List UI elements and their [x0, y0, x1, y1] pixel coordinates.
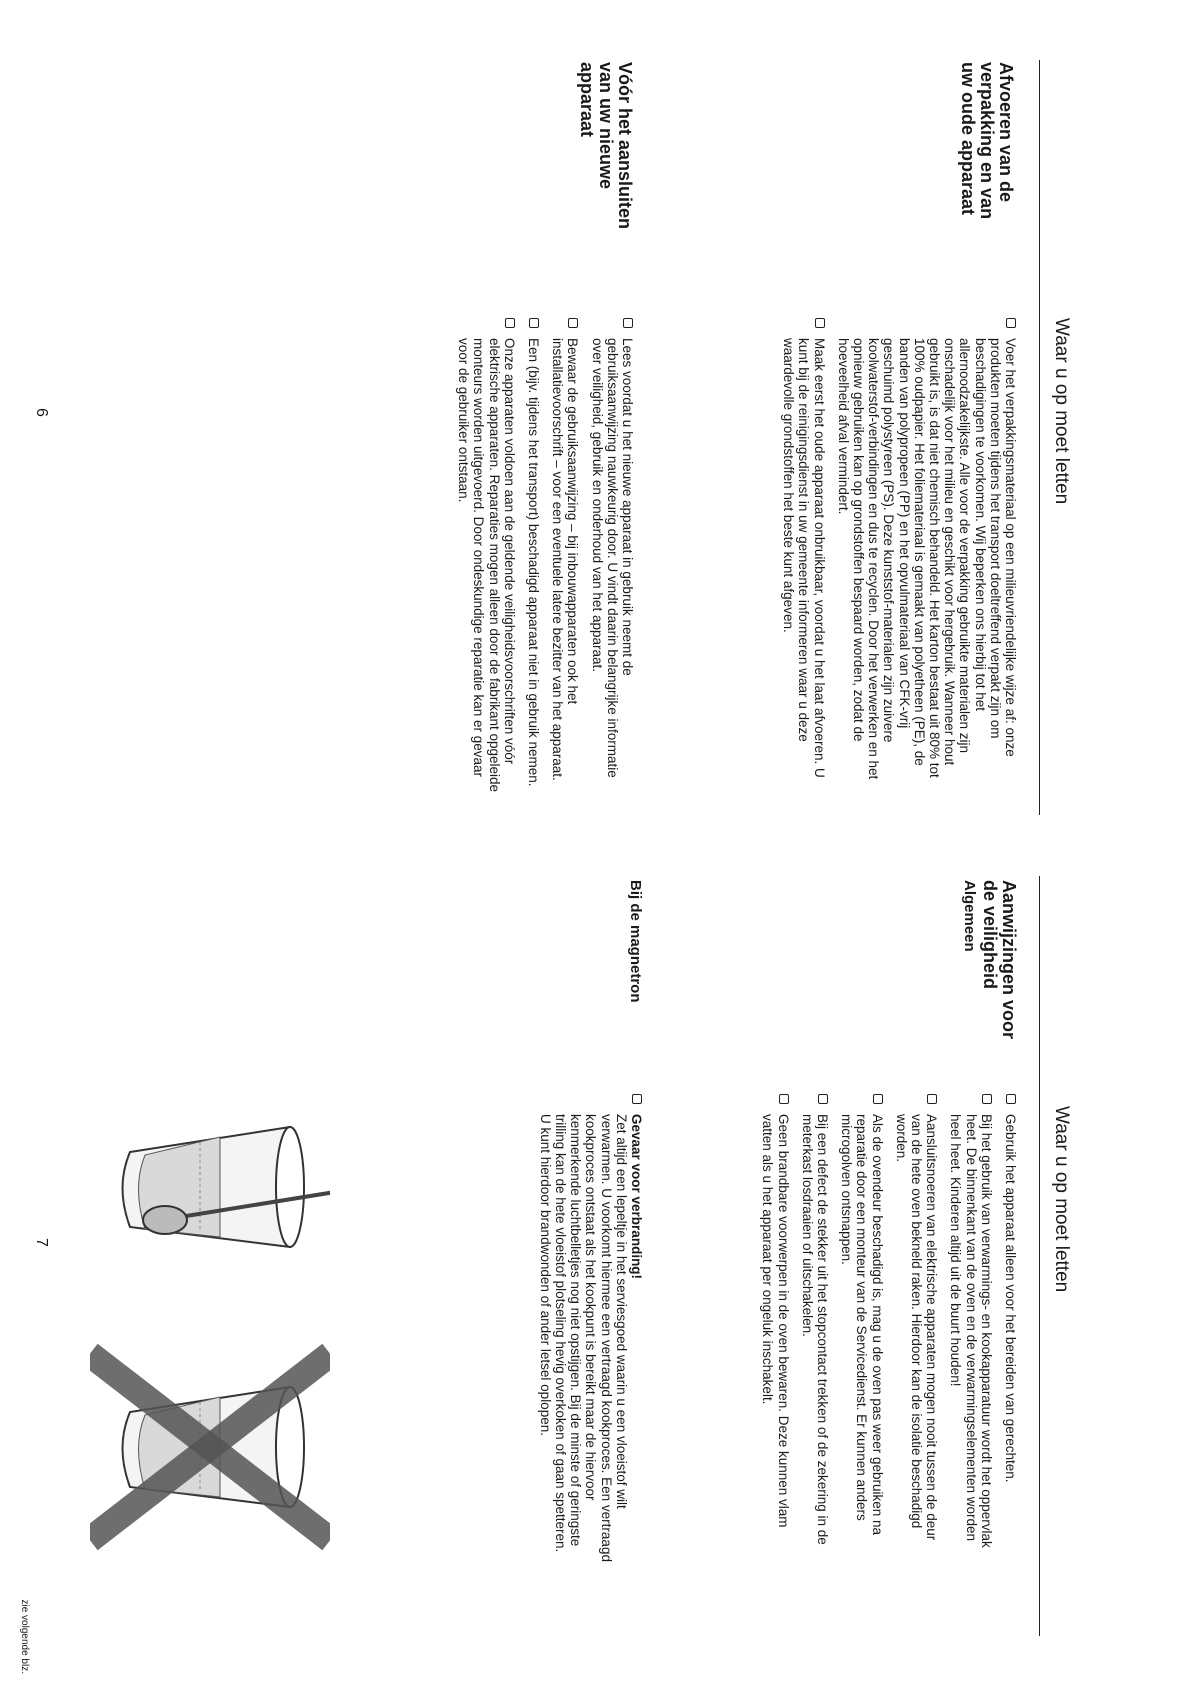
right-header-rule: [1039, 876, 1040, 1636]
warning-title: Gevaar voor verbranding!: [629, 1114, 644, 1280]
list-item: Gebruik het apparaat alleen voor het bereiden van gerechten.: [1003, 1094, 1018, 1564]
safety-list: [751, 1094, 1018, 1564]
checkbox-bullet-icon: [982, 1094, 992, 1104]
disposal-list: [772, 318, 1018, 793]
checkbox-bullet-icon: [818, 1094, 828, 1104]
checkbox-bullet-icon: [1006, 1094, 1016, 1104]
glass-without-spoon-crossed-icon: [100, 1362, 320, 1532]
list-item: Onze apparaten voldoen aan de geldende veiligheidsvoorschriften vóór elektrische apparaten. Reparaties mogen alleen door de fabrikant opgeleide monteurs worden uitgevoerd. Door ondeskundige reparatie kan er gevaar voor de gebruiker ontstaan.: [456, 318, 517, 793]
list-item: [538, 1094, 644, 1564]
checkbox-bullet-icon: [623, 318, 633, 328]
left-header-rule: [1039, 60, 1040, 815]
before-connecting-list: [447, 318, 635, 793]
spoon-in-glass-illustration: [90, 1097, 330, 1557]
right-page-header: Waar u op moet letten: [1051, 1106, 1072, 1293]
safety-heading: Aanwijzingen voor de veiligheid: [980, 880, 1019, 1040]
list-item: Geen brandbare voorwerpen in de oven bewaren. Deze kunnen vlam vatten als u het apparaat per ongeluk inschakelt.: [760, 1094, 790, 1564]
list-item: Bij het gebruik van verwarmings- en kookapparatuur wordt het oppervlak heet. De binnenkant van de oven en de verwarmingselementen worden heel heet. Kinderen altijd uit de buurt houden!: [948, 1094, 994, 1564]
list-item: Als de ovendeur beschadigd is, mag u de oven pas weer gebruiken na reparatie door een monteur van de Servicedienst. Er kunnen anders microgolven ontsnappen.: [839, 1094, 885, 1564]
checkbox-bullet-icon: [568, 318, 578, 328]
before-connecting-heading: Vóór het aansluiten van uw nieuwe apparaat: [577, 62, 635, 230]
list-item: Maak eerst het oude apparaat onbruikbaar, voordat u het laat afvoeren. U kunt bij de reinigingsdienst in uw gemeente informeren waar u deze waardevolle grondstoffen het beste kunt afgeven.: [781, 318, 827, 793]
checkbox-bullet-icon: [779, 1094, 789, 1104]
checkbox-bullet-icon: [1006, 318, 1016, 328]
disposal-heading: Afvoeren van de verpakking en van uw oude apparaat: [958, 62, 1016, 220]
page-number: 6: [33, 408, 50, 417]
list-item: Bewaar de gebruiksaanwijzing – bij inbouwapparaten ook het installatievoorschrift – voor een eventuele latere bezitter van het apparaat.: [550, 318, 580, 793]
right-page: [0, 842, 1190, 1684]
checkbox-bullet-icon: [873, 1094, 883, 1104]
checkbox-bullet-icon: [815, 318, 825, 328]
microwave-heading: Bij de magnetron: [627, 880, 644, 1003]
list-item: Een (bijv. tijdens het transport) beschadigd apparaat niet in gebruik nemen.: [526, 318, 541, 793]
list-item: Aansluitsnoeren van elektrische apparaten mogen nooit tussen de deur van de hete oven bekneld raken. Hierdoor kan de isolatie beschadigd worden.: [894, 1094, 940, 1564]
microwave-list: [529, 1094, 644, 1564]
general-subheading: Algemeen: [961, 880, 978, 952]
left-page-header: Waar u op moet letten: [1051, 318, 1072, 505]
page-number: 7: [33, 1238, 50, 1247]
list-item: Voer het verpakkingsmateriaal op een milieuvriendelijke wijze af: onze produkten moeten tijdens het transport doeltreffend verpakt zijn om beschadigingen te voorkomen. Wij beperken ons hierbij tot het allernoodzakelijkste. Alle voor de verpakking gebruikte materialen zijn onschadelijk voor het milieu en geschikt voor hergebruik. Wanneer hout gebruikt is, is dat niet chemisch behandeld. Het karton bestaat uit 80% tot 100% oudpapier. Het foliemateriaal is gemaakt van polyetheen (PE), de banden van polypropeen (PP) en het opvulmateriaal van CFK-vrij geschuimd polystyreen (PS). Deze kunststof-materialen zijn zuivere koolwaterstof-verbindingen en dus te recyclen. Door het verwerken en het opnieuw gebruiken kan op grondstoffen bespaard worden, zodat de hoeveelheid afval vermindert.: [836, 318, 1018, 793]
warning-text: Zet altijd een lepeltje in het serviesgoed waarin u een vloeistof wilt verwarmen. U voorkomt hiermee een vertraagd kookproces. Een vertraagd kookproces ontstaat als het kookpunt is bereikt maar de hiervoor kenmerkende luchtbelletjes nog niet opstijgen. Bij de minste of geringste trilling kan de hete vloeistof plotseling hevig overkoken of gaan spetteren. U kunt hierdoor brandwonden of ander letsel oplopen.: [537, 1114, 629, 1562]
checkbox-bullet-icon: [632, 1094, 642, 1104]
glass-with-spoon-icon: [123, 1127, 331, 1247]
list-item: Lees voordat u het nieuwe apparaat in gebruik neemt de gebruiksaanwijzing nauwkeurig door. U vindt daarin belangrijke informatie over veiligheid, gebruik en onderhoud van het apparaat.: [589, 318, 635, 793]
checkbox-bullet-icon: [927, 1094, 937, 1104]
continued-note: zie volgende blz.: [19, 1599, 30, 1674]
checkbox-bullet-icon: [529, 318, 539, 328]
list-item: Bij een defect de stekker uit het stopcontact trekken of de zekering in de meterkast losdraaien of uitschakelen.: [800, 1094, 830, 1564]
checkbox-bullet-icon: [505, 318, 515, 328]
